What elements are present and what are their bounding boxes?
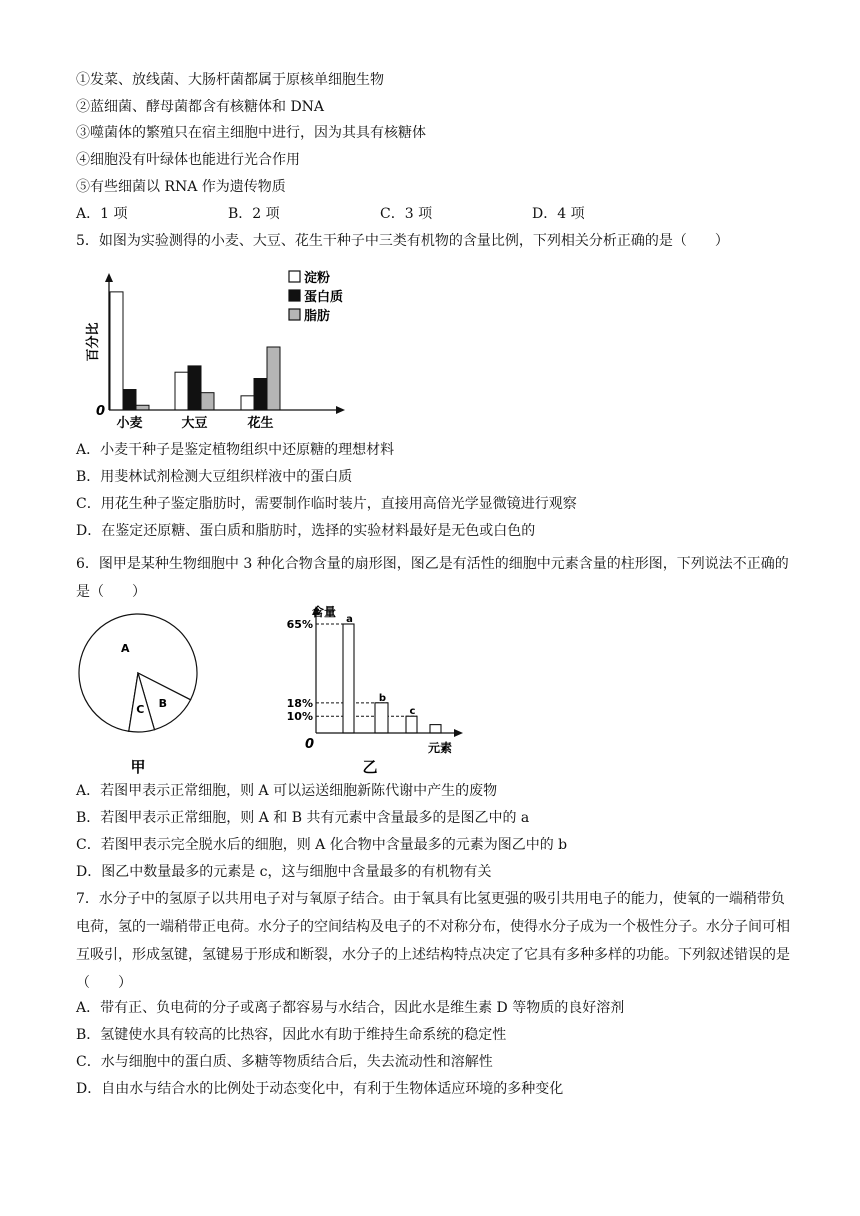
y-tick-label-18%: 18% bbox=[286, 696, 313, 710]
bar-大豆-脂肪 bbox=[201, 393, 214, 410]
q7-option-b[interactable]: B．氢键使水具有较高的比热容，因此水有助于维持生命系统的稳定性 bbox=[76, 1027, 507, 1043]
q5-option-d[interactable]: D．在鉴定还原糖、蛋白质和脂肪时，选择的实验材料最好是无色或白色的 bbox=[76, 523, 536, 539]
q4-statement-1: ①发菜、放线菌、大肠杆菌都属于原核单细胞生物 bbox=[76, 72, 384, 88]
q6-stem: 6．图甲是某种生物细胞中 3 种化合物含量的扇形图，图乙是有活性的细胞中元素含量的柱形图，下列说法不正确的是（ ） bbox=[76, 556, 789, 600]
q7-option-a[interactable]: A．带有正、负电荷的分子或离子都容易与水结合，因此水是维生素 D 等物质的良好溶剂 bbox=[76, 1000, 625, 1016]
q5-option-b[interactable]: B．用斐林试剂检测大豆组织样液中的蛋白质 bbox=[76, 469, 353, 485]
bar-花生-淀粉 bbox=[241, 396, 254, 410]
bar-花生-脂肪 bbox=[267, 347, 280, 410]
bar-chart-caption: 乙 bbox=[362, 758, 378, 776]
pie-label-C: C bbox=[136, 702, 145, 716]
q5-option-c[interactable]: C．用花生种子鉴定脂肪时，需要制作临时装片，直接用高倍光学显微镜进行观察 bbox=[76, 496, 577, 512]
element-bar-d bbox=[430, 725, 441, 733]
x-axis-label: 元素 bbox=[428, 741, 453, 755]
legend-swatch-淀粉 bbox=[289, 271, 300, 282]
x-axis-arrow bbox=[454, 729, 463, 737]
origin-label: 0 bbox=[305, 737, 315, 752]
y-tick-label-10%: 10% bbox=[286, 710, 313, 724]
category-label-大豆: 大豆 bbox=[181, 416, 208, 431]
y-tick-label-65%: 65% bbox=[286, 618, 313, 631]
y-axis-arrow bbox=[105, 273, 113, 282]
category-label-花生: 花生 bbox=[247, 416, 274, 431]
q4-option-d[interactable]: D．4 项 bbox=[532, 206, 585, 222]
bar-小麦-蛋白质 bbox=[123, 390, 136, 410]
element-bar-c bbox=[406, 716, 417, 733]
bar-小麦-淀粉 bbox=[110, 292, 123, 410]
element-bar-a bbox=[343, 624, 354, 733]
q4-statement-4: ④细胞没有叶绿体也能进行光合作用 bbox=[76, 152, 300, 168]
q6-option-c[interactable]: C．若图甲表示完全脱水后的细胞，则 A 化合物中含量最多的元素为图乙中的 b bbox=[76, 837, 568, 853]
q5-option-a[interactable]: A．小麦干种子是鉴定植物组织中还原糖的理想材料 bbox=[76, 442, 395, 458]
pie-label-A: A bbox=[121, 642, 130, 656]
element-bar-label-b: b bbox=[378, 692, 387, 704]
element-bar-label-c: c bbox=[409, 706, 416, 718]
q6-option-a[interactable]: A．若图甲表示正常细胞，则 A 可以运送细胞新陈代谢中产生的废物 bbox=[76, 783, 498, 799]
q5-stem: 5．如图为实验测得的小麦、大豆、花生干种子中三类有机物的含量比例，下列相关分析正确的是（ ） bbox=[76, 233, 729, 249]
legend-swatch-蛋白质 bbox=[289, 290, 300, 301]
q6-option-b[interactable]: B．若图甲表示正常细胞，则 A 和 B 共有元素中含量最多的是图乙中的 a bbox=[76, 810, 530, 826]
q5-bar-chart bbox=[78, 264, 350, 436]
q4-statement-3: ③噬菌体的繁殖只在宿主细胞中进行，因为其具有核糖体 bbox=[76, 125, 426, 141]
bar-花生-蛋白质 bbox=[254, 379, 267, 411]
q4-statement-2: ②蓝细菌、酵母菌都含有核糖体和 DNA bbox=[76, 99, 325, 115]
q4-statement-5: ⑤有些细菌以 RNA 作为遗传物质 bbox=[76, 179, 286, 195]
element-bar-b bbox=[375, 703, 388, 733]
q4-options bbox=[76, 204, 794, 224]
q6-option-d[interactable]: D．图乙中数量最多的元素是 c，这与细胞中含量最多的有机物有关 bbox=[76, 864, 492, 880]
q4-option-c[interactable]: C．3 项 bbox=[380, 206, 433, 222]
category-label-小麦: 小麦 bbox=[116, 416, 143, 431]
pie-label-B: B bbox=[158, 697, 168, 711]
legend-label-淀粉: 淀粉 bbox=[304, 271, 331, 286]
y-axis-label: 百分比 bbox=[86, 322, 101, 362]
q7-stem: 7．水分子中的氢原子以共用电子对与氧原子结合。由于氧具有比氢更强的吸引共用电子的能力，使氧的一端稍带负电荷，氢的一端稍带正电荷。水分子的空间结构及电子的不对称分布，使得水分子成为一个极性分子。水分子间可相互吸引，形成氢键，氢键易于形成和断裂，水分子的上述结构特点决定了它具有多种多样的功能。下列叙述错误的是（ ） bbox=[76, 891, 790, 991]
q4-option-a[interactable]: A．1 项 bbox=[76, 206, 128, 222]
legend-label-脂肪: 脂肪 bbox=[304, 309, 331, 324]
q7-option-c[interactable]: C．水与细胞中的蛋白质、多糖等物质结合后，失去流动性和溶解性 bbox=[76, 1054, 493, 1070]
y-axis-label: 含量 bbox=[312, 605, 337, 619]
bar-大豆-淀粉 bbox=[175, 372, 188, 410]
q6-element-bar-chart bbox=[280, 600, 476, 780]
pie-caption: 甲 bbox=[130, 758, 146, 776]
x-axis-arrow bbox=[336, 406, 345, 414]
origin-label: 0 bbox=[96, 404, 106, 419]
bar-大豆-蛋白质 bbox=[188, 366, 201, 410]
q4-option-b[interactable]: B．2 项 bbox=[228, 206, 280, 222]
bar-小麦-脂肪 bbox=[136, 405, 149, 410]
q7-option-d[interactable]: D．自由水与结合水的比例处于动态变化中，有利于生物体适应环境的多种变化 bbox=[76, 1081, 564, 1097]
q6-pie-chart bbox=[76, 608, 212, 780]
element-bar-label-a: a bbox=[346, 614, 353, 625]
legend-label-蛋白质: 蛋白质 bbox=[304, 290, 344, 305]
legend-swatch-脂肪 bbox=[289, 309, 300, 320]
